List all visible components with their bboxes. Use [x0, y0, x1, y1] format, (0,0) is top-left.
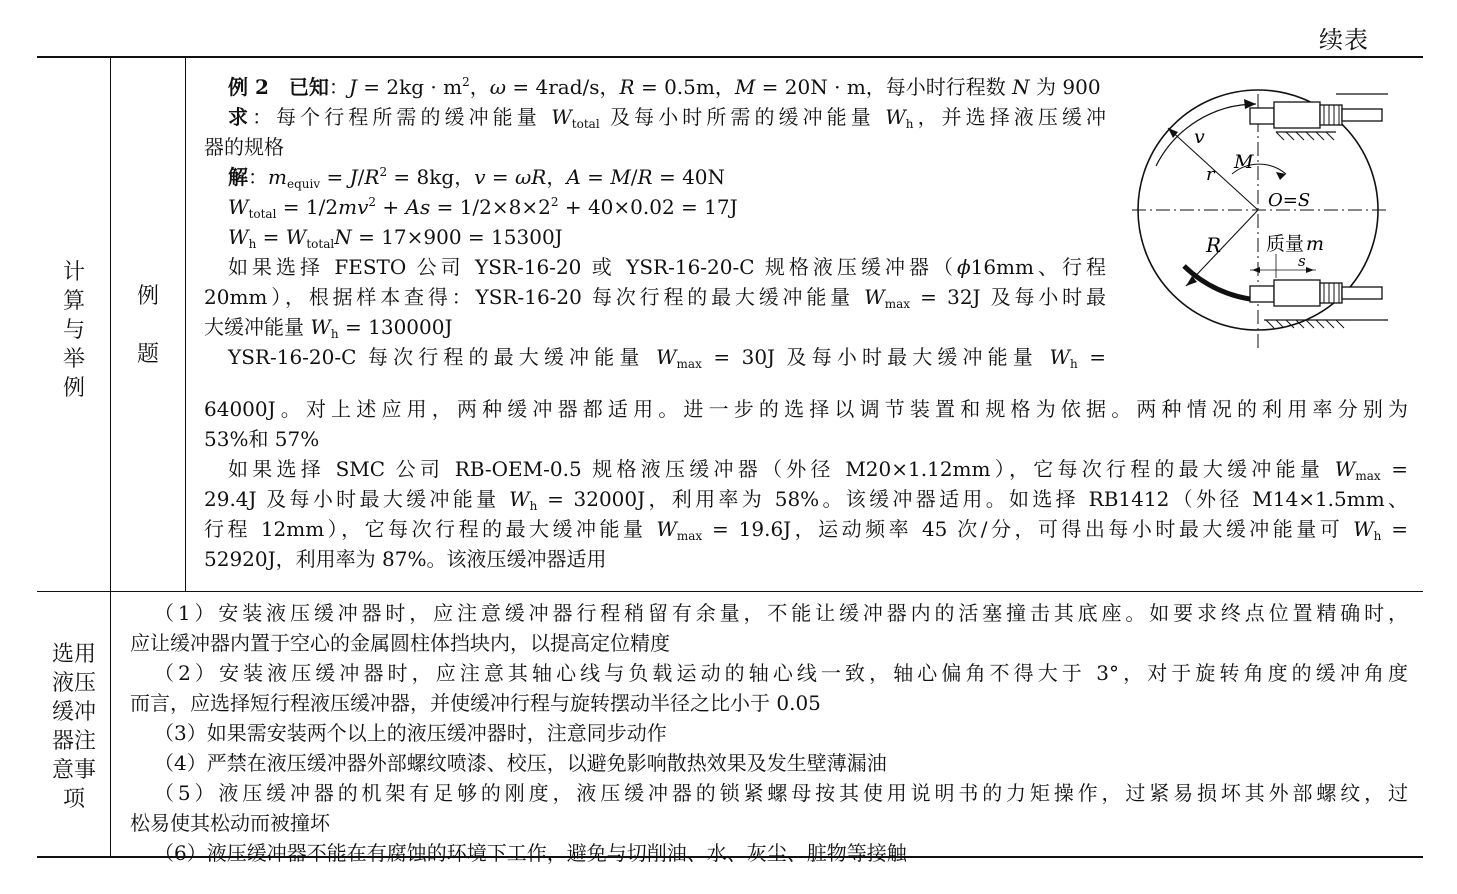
note-2-line-1: （2）安装液压缓冲器时，应注意其轴心线与负载运动的轴心线一致，轴心偏角不得大于 3°，对于旋转角度的缓冲角度 [154, 661, 1408, 685]
example-given-line: 例 2 已知：$J = 2kg \cdot m^2$，ω = 4rad/s，R = 0.5m，M = 20N · m，每小时行程数 N 为 900 [228, 75, 1101, 99]
note-5-line-2: 松易使其松动而被撞坏 [130, 811, 330, 835]
lower-buffer [1250, 254, 1388, 328]
festo-line-4: YSR-16-20-C 每次行程的最大缓冲能量 $W_{max} = 30J$ 及每小时最大缓冲能量 $W_h$ = [228, 345, 1107, 371]
category-calc-example: 计 算 与 举 例 [62, 260, 85, 401]
note-1-line-1: （1）安装液压缓冲器时，应注意缓冲器行程稍留有余量，不能让缓冲器内的活塞撞击其底座。如要求终点位置精确时， [154, 601, 1408, 625]
label-R: R [1206, 233, 1222, 257]
continued-label: 续表 [1319, 26, 1369, 54]
label-v: v [1194, 126, 1205, 148]
smc-line-4: 52920J，利用率为 87%。该液压缓冲器适用 [204, 547, 607, 571]
note-5-line-1: （5）液压缓冲器的机架有足够的刚度，液压缓冲器的锁紧螺母按其使用说明书的力矩操作，过紧易损坏其外部螺纹，过 [154, 781, 1408, 805]
smc-line-1: 如果选择 SMC 公司 RB-OEM-0.5 规格液压缓冲器（外径 M20×1.12mm），它每次行程的最大缓冲能量 $W_{max}$ = [228, 457, 1408, 483]
table-section-rule [37, 591, 1423, 592]
solution-line-1: 解：$m_{equiv} = J/R^2 = 8kg$，v = ωR，A = M/R = 40N [228, 165, 726, 191]
festo-line-3: 大缓冲能量 $W_h = 130000J$ [204, 315, 453, 341]
note-4: （4）严禁在液压缓冲器外部螺纹喷漆、校压，以避免影响散热效果及发生壁薄漏油 [154, 751, 887, 775]
label-O-S: O=S [1268, 190, 1311, 211]
column-divider-1 [110, 57, 111, 857]
example-body-upper [204, 72, 1106, 372]
subcategory-example: 例 题 [136, 284, 159, 367]
mass-swing-arc [1184, 266, 1258, 300]
note-3: （3）如果需安装两个以上的液压缓冲器时，注意同步动作 [154, 721, 667, 745]
category-selection-notes: 选用 液压 缓冲 器注 意事 项 [51, 642, 96, 812]
festo-line-5: 64000J。对上述应用，两种缓冲器都适用。进一步的选择以调节装置和规格为依据。两种情况的利用率分别为 [204, 397, 1408, 421]
upper-buffer [1250, 94, 1388, 140]
label-s: s [1298, 252, 1306, 270]
label-M: M [1234, 151, 1254, 173]
festo-line-1: 如果选择 FESTO 公司 YSR-16-20 或 YSR-16-20-C 规格液压缓冲器（ϕ16mm、行程 [228, 255, 1106, 279]
note-2-line-2: 而言，应选择短行程液压缓冲器，并使缓冲行程与旋转摆动半径之比小于 0.05 [130, 691, 821, 715]
notes-body [130, 598, 1408, 868]
note-6: （6）液压缓冲器不能在有腐蚀的环境下工作，避免与切削油、水、灰尘、脏物等接触 [154, 841, 907, 865]
note-1-line-2: 应让缓冲器内置于空心的金属圆柱体挡块内，以提高定位精度 [130, 631, 670, 655]
solution-line-3: $W_h = W_{total}N = 17\times 900 = 15300J$ [228, 225, 563, 251]
label-m: m [1306, 233, 1325, 255]
festo-line-2: 20mm），根据样本查得：YSR-16-20 每次行程的最大缓冲能量 $W_{max} = 32J$ 及每小时最 [204, 285, 1106, 311]
buffer-diagram [1126, 88, 1396, 358]
festo-line-6: 53%和 57% [204, 427, 320, 451]
smc-line-2: 29.4J 及每小时最大缓冲能量 $W_h = 32000J$，利用率为 58%。该缓冲器适用。如选择 RB1412（外径 M14×1.5mm、 [204, 487, 1409, 513]
table-top-rule [37, 56, 1423, 58]
example-question-line-2: 器的规格 [204, 135, 284, 159]
column-divider-2 [185, 57, 186, 592]
smc-line-3: 行程 12mm），它每次行程的最大缓冲能量 $W_{max} = 19.6J$，运动频率 45 次/分，可得出每小时最大缓冲能量可 $W_h$ = [204, 517, 1408, 543]
label-r: r [1206, 164, 1215, 185]
label-mass: 质量 [1266, 233, 1305, 255]
example-body-lower [204, 394, 1408, 574]
example-question-line: 求：每个行程所需的缓冲能量 $W_{total}$ 及每小时所需的缓冲能量 $W_h$，并选择液压缓冲 [228, 105, 1106, 131]
solution-line-2: $W_{total} = 1/2mv^2 + As = 1/2\times 8\times 2^2 + 40\times 0.02 = 17J$ [228, 195, 738, 221]
